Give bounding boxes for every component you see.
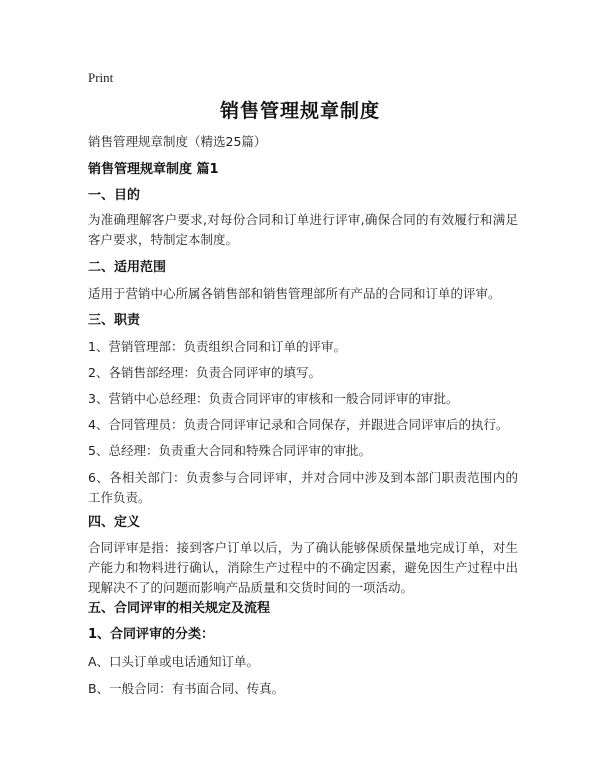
heading-scope: 二、适用范围 <box>88 260 167 275</box>
list-item-duty-3: 3、营销中心总经理：负责合同评审的审核和一般合同评审的审批。 <box>88 391 459 406</box>
print-link[interactable]: Print <box>88 70 114 85</box>
section-title: 销售管理规章制度 篇1 <box>88 162 219 177</box>
heading-definition: 四、定义 <box>88 515 141 530</box>
paragraph-purpose: 为准确理解客户要求,对每份合同和订单进行评审,确保合同的有效履行和满足客户要求，特制定本制度。 <box>88 212 518 247</box>
list-item-rule-b: B、一般合同：有书面合同、传真。 <box>88 681 285 696</box>
list-item-duty-6: 6、各相关部门：负责参与合同评审，并对合同中涉及到本部门职责范围内的工作负责。 <box>88 470 518 505</box>
heading-duties: 三、职责 <box>88 313 141 328</box>
paragraph-scope: 适用于营销中心所属各销售部和销售管理部所有产品的合同和订单的评审。 <box>88 286 501 301</box>
list-item-duty-2: 2、各销售部经理：负责合同评审的填写。 <box>88 365 321 380</box>
list-item-duty-5: 5、总经理：负责重大合同和特殊合同评审的审批。 <box>88 443 371 458</box>
heading-purpose: 一、目的 <box>88 188 141 203</box>
subheading-rules-classification: 1、合同评审的分类： <box>88 627 215 642</box>
document-subtitle: 销售管理规章制度（精选25篇） <box>88 134 267 149</box>
paragraph-definition: 合同评审是指：接到客户订单以后，为了确认能够保质保量地完成订单，对生产能力和物料进行确认，消除生产过程中的不确定因素，避免因生产过程中出现解决不了的问题而影响产品质量和交货时间的一项活动。 <box>88 540 518 595</box>
list-item-rule-a: A、口头订单或电话通知订单。 <box>88 654 260 669</box>
list-item-duty-4: 4、合同管理员：负责合同评审记录和合同保存，并跟进合同评审后的执行。 <box>88 417 509 432</box>
list-item-duty-1: 1、营销管理部：负责组织合同和订单的评审。 <box>88 339 346 354</box>
heading-rules: 五、合同评审的相关规定及流程 <box>88 601 271 616</box>
document-title: 销售管理规章制度 <box>219 100 380 122</box>
